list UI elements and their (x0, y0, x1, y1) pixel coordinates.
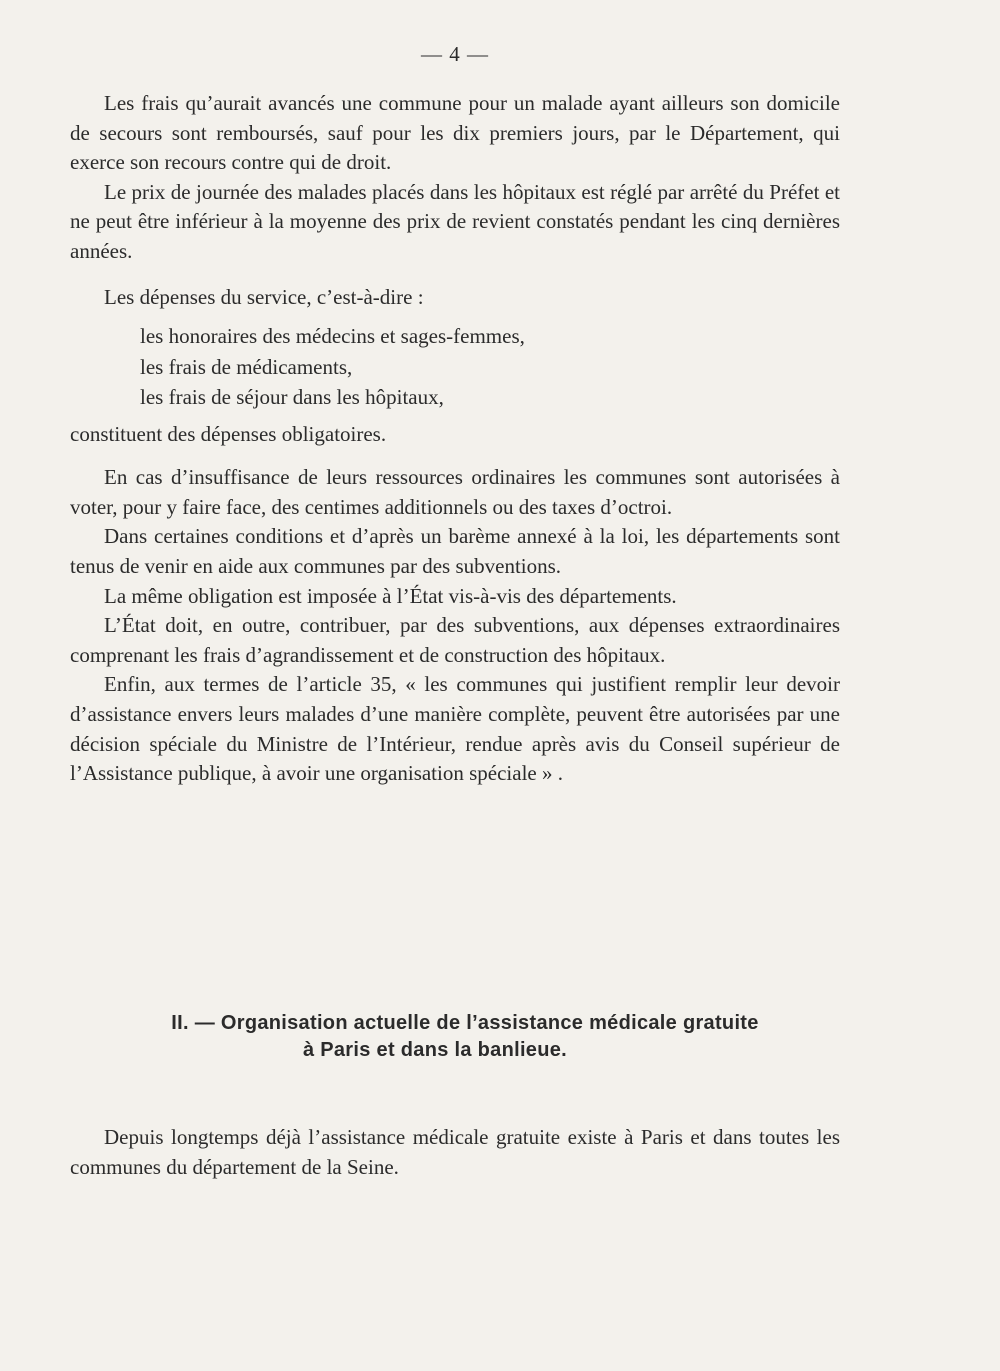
paragraph-3-intro: Les dépenses du service, c’est-à-dire : (104, 284, 424, 309)
section-paragraph-1: Depuis longtemps déjà l’assistance médicale gratuite existe à Paris et dans toutes les communes du département de la Seine. (70, 1125, 840, 1179)
paragraph-7: L’État doit, en outre, contribuer, par des subventions, aux dépenses extraordinaires comprenant les frais d’agrandissement et de construction des hôpitaux. (70, 613, 840, 667)
section-heading-line-2: à Paris et dans la banlieue. (302, 1039, 568, 1061)
paragraph-1: Les frais qu’aurait avancés une commune pour un malade ayant ailleurs son domicile de secours sont remboursés, sauf pour les dix premiers jours, par le Département, qui exerce son recours contre qui de droit. (70, 91, 840, 175)
paragraph-8: Enfin, aux termes de l’article 35, « les communes qui justifient remplir leur devoir d’assistance envers leurs malades d’une manière complète, peuvent être autorisées par une décision spéciale du Ministre de l’Intérieur, rendue après avis du Conseil supérieur de l’Assistance publique, à avoir une organisation spéciale » . (70, 672, 840, 786)
paragraph-2: Le prix de journée des malades placés dans les hôpitaux est réglé par arrêté du Préfet et ne peut être inférieur à la moyenne des prix de revient constatés pendant les cinq dernières années. (70, 179, 840, 263)
paragraph-5: Dans certaines conditions et d’après un barème annexé à la loi, les départements sont tenus de venir en aide aux communes par des subventions. (70, 524, 840, 579)
body-text (70, 89, 840, 789)
list-item: les honoraires des médecins et sages-femmes, (140, 324, 525, 349)
section-heading (70, 1010, 840, 1064)
expense-list (70, 321, 840, 413)
page-number: — 4 — (421, 42, 489, 66)
list-item: les frais de médicaments, (140, 354, 353, 379)
paragraph-3-end: constituent des dépenses obligatoires. (70, 421, 387, 446)
paragraph-4: En cas d’insuffisance de leurs ressources ordinaires les communes sont autorisées à voter, pour y faire face, des centimes additionnels ou des taxes d’octroi. (70, 465, 840, 519)
section-heading-line-1: II. — Organisation actuelle de l’assistance médicale gratuite (171, 1012, 759, 1034)
section-text (70, 1123, 840, 1182)
list-item: les frais de séjour dans les hôpitaux, (140, 385, 444, 410)
paragraph-6: La même obligation est imposée à l’État vis-à-vis des départements. (104, 583, 677, 608)
